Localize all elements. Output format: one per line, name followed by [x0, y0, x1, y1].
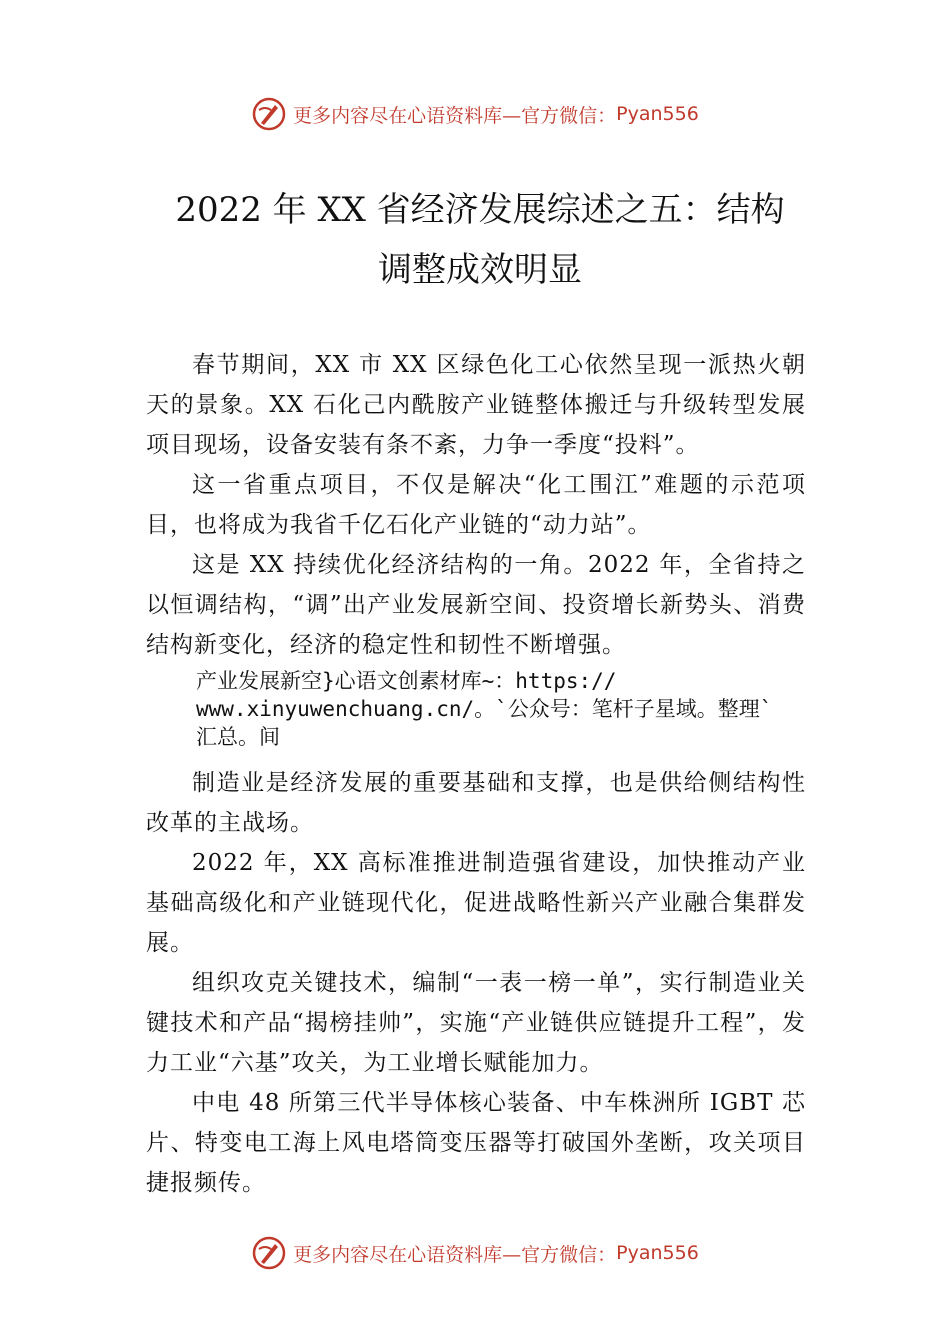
paragraph: 组织攻克关键技术，编制“一表一榜一单”，实行制造业关键技术和产品“揭榜挂帅”，实施“产业链供应链提升工程”，发力工业“六基”攻关，为工业增长赋能加力。: [146, 970, 806, 1076]
banner-wechat-id: Pyan556: [616, 1242, 699, 1264]
watermark-line: 汇总。间: [196, 725, 280, 749]
page-title-line-1: 2022 年 XX 省经济发展综述之五：结构: [175, 190, 785, 230]
watermark-text-block: [196, 667, 836, 751]
paragraph: 这是 XX 持续优化经济结构的一角。2022 年，全省持之以恒调结构，“调”出产业发展新空间、投资增长新势头、消费结构新变化，经济的稳定性和韧性不断增强。: [146, 552, 806, 658]
banner-text: 更多内容尽在心语资料库—官方微信：: [293, 1243, 617, 1266]
paragraph: 2022 年，XX 高标准推进制造强省建设，加快推动产业基础高级化和产业链现代化，促进战略性新兴产业融合集群发展。: [146, 850, 806, 956]
quill-seal-icon: [251, 1235, 287, 1271]
paragraph: 中电 48 所第三代半导体核心装备、中车株洲所 IGBT 芯片、特变电工海上风电塔筒变压器等打破国外垄断，攻关项目捷报频传。: [146, 1090, 806, 1196]
footer-banner: [0, 1233, 950, 1273]
paragraph: 制造业是经济发展的重要基础和支撑，也是供给侧结构性改革的主战场。: [146, 770, 806, 836]
quill-seal-icon: [251, 96, 287, 132]
page-title-line-2: 调整成效明显: [378, 250, 582, 290]
paragraph: 这一省重点项目，不仅是解决“化工围江”难题的示范项目，也将成为我省千亿石化产业链的“动力站”。: [146, 472, 806, 538]
header-banner: [0, 94, 950, 134]
document-body: [146, 345, 806, 1203]
banner-wechat-id: Pyan556: [616, 103, 699, 125]
watermark-line: www.xinyuwenchuang.cn/。`公众号：笔杆子星域。整理`: [196, 697, 773, 721]
banner-text: 更多内容尽在心语资料库—官方微信：: [293, 104, 617, 127]
paragraph: 春节期间，XX 市 XX 区绿色化工心依然呈现一派热火朝天的景象。XX 石化己内酰胺产业链整体搬迁与升级转型发展项目现场，设备安装有条不紊，力争一季度“投料”。: [146, 352, 806, 458]
watermark-line: 产业发展新空}心语文创素材库~：https://: [196, 669, 617, 693]
